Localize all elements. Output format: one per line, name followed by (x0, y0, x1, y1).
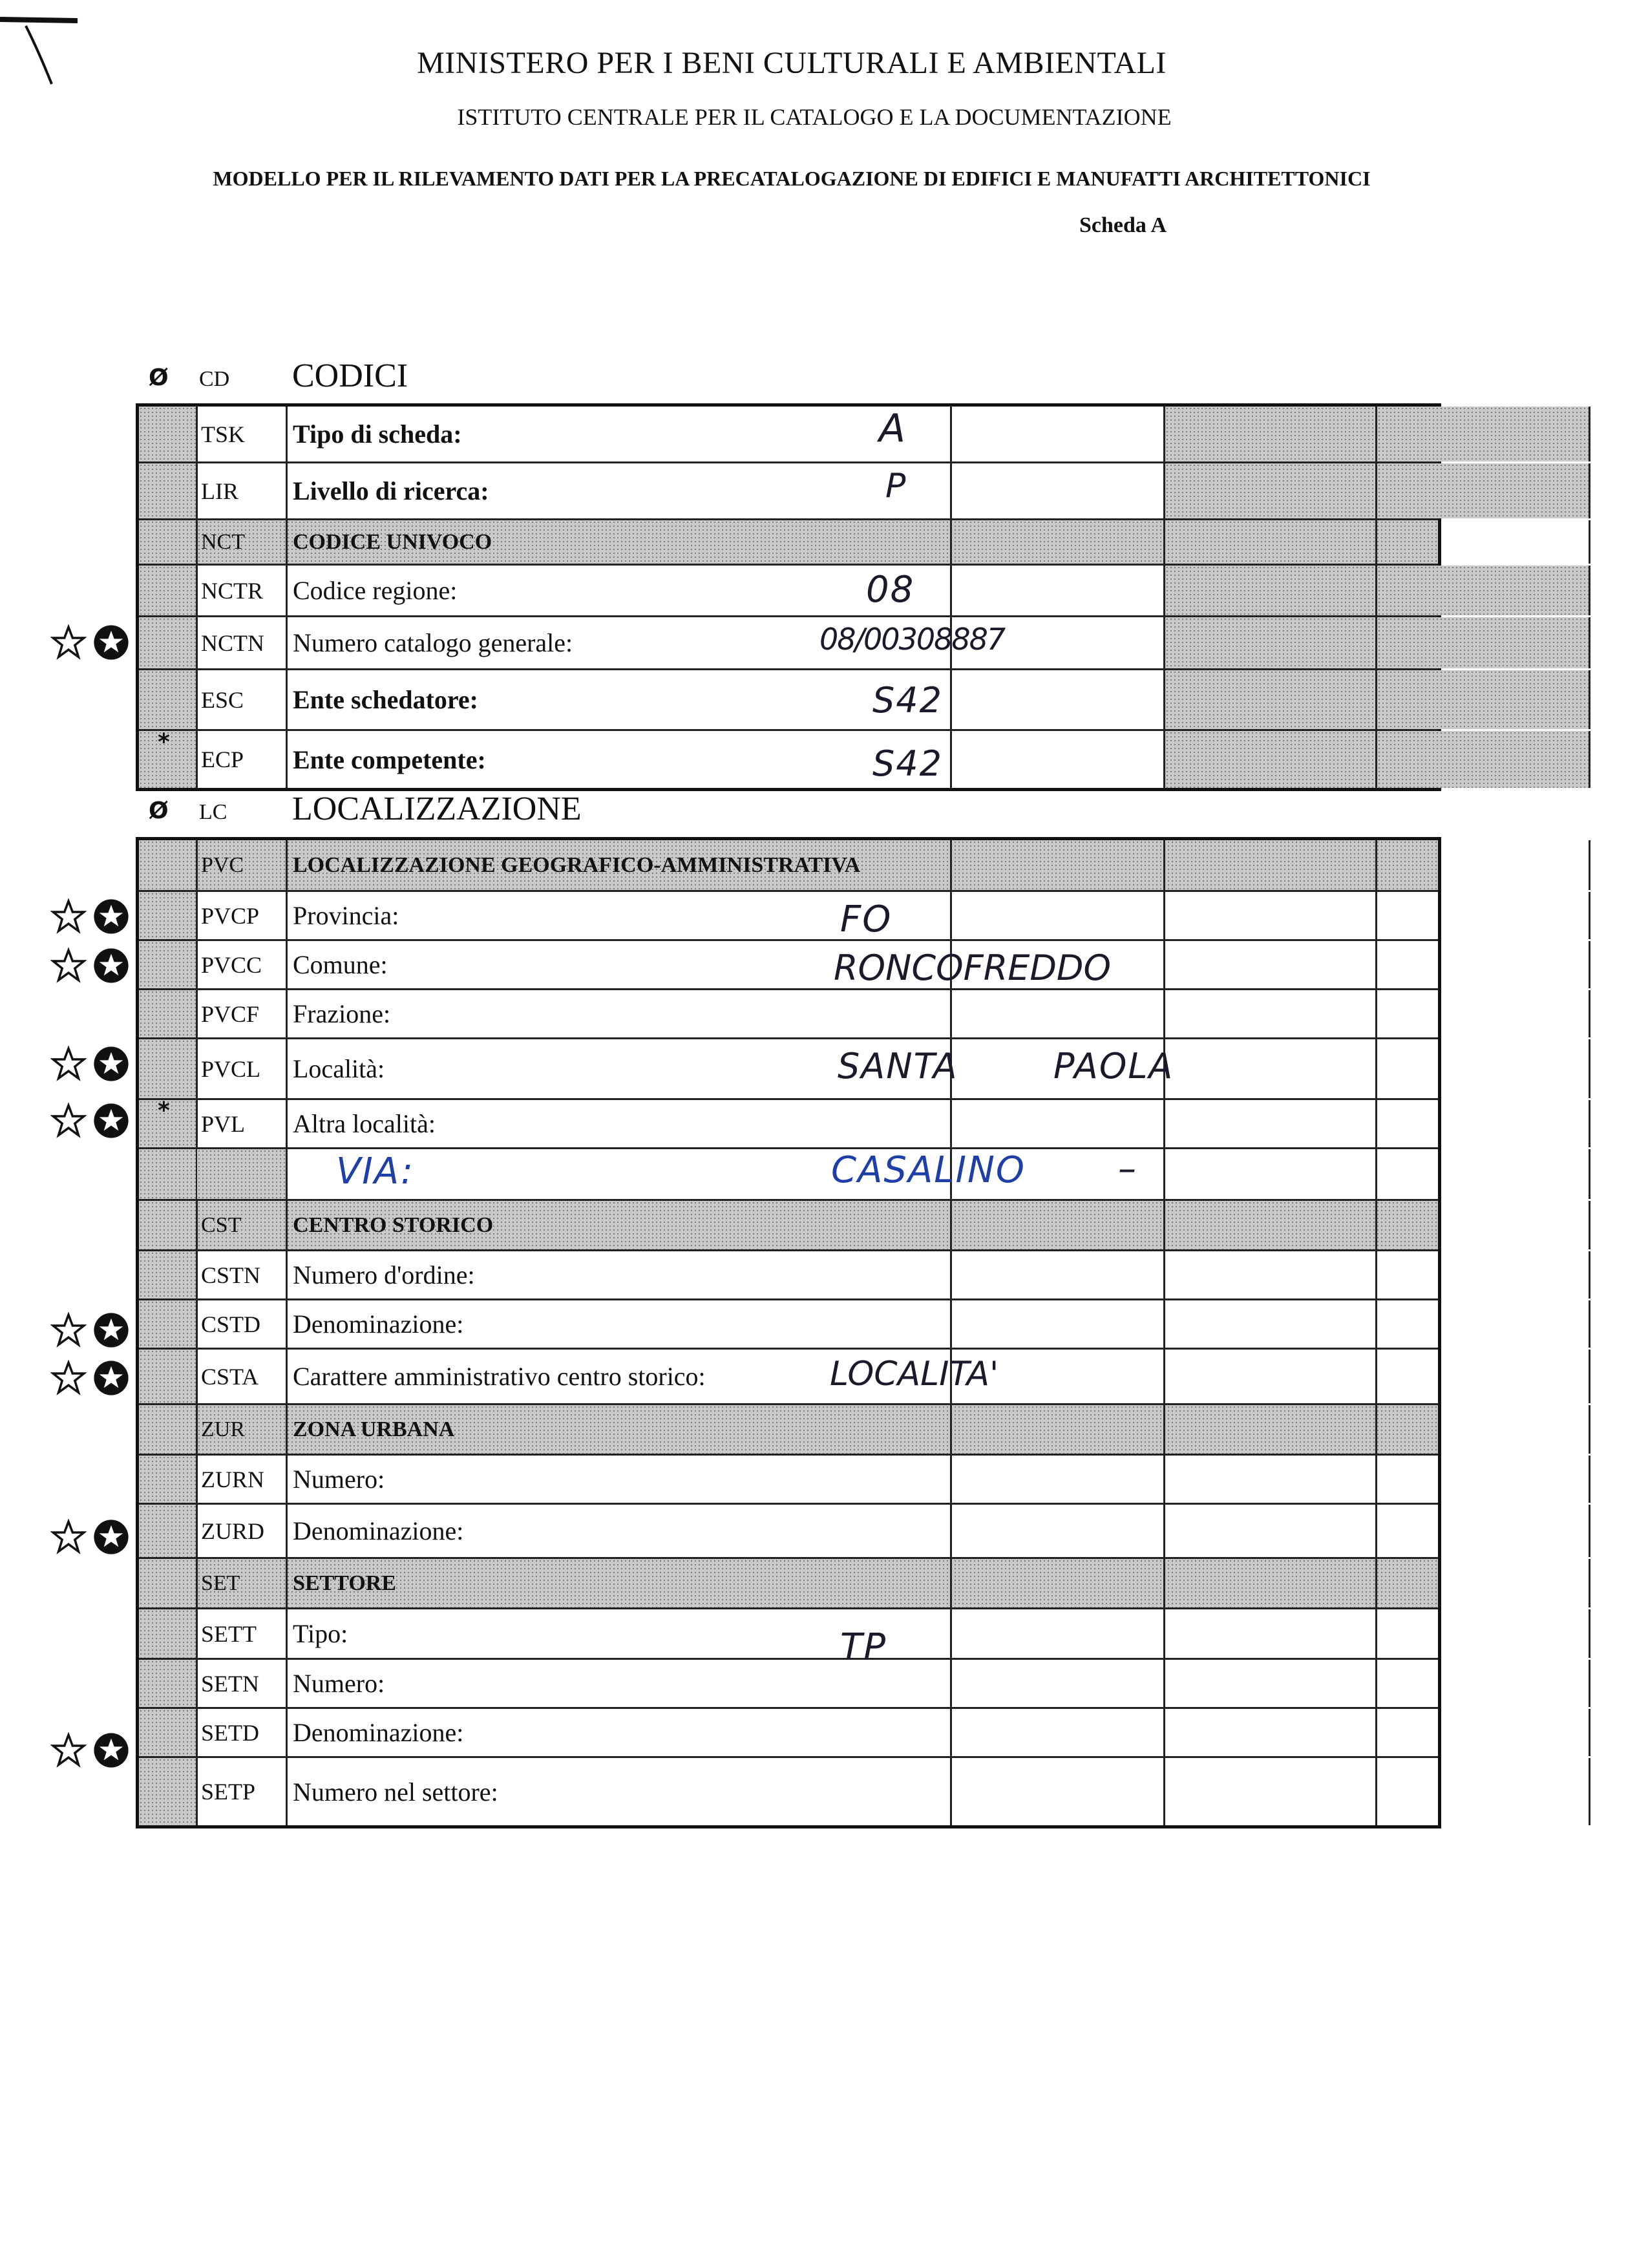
field-label: Numero d'ordine: (289, 1251, 952, 1298)
field-label: Comune: (289, 941, 952, 988)
value-cell[interactable] (1377, 1149, 1590, 1199)
star-circle-icon (93, 1312, 129, 1348)
field-code: NCTR (197, 566, 288, 615)
value-cell[interactable] (1165, 1149, 1377, 1199)
field-code: CSTA (197, 1350, 288, 1403)
field-label: Provincia: (289, 892, 952, 939)
table-row (139, 463, 1438, 520)
handwritten-value: 08 (866, 569, 915, 611)
value-cell[interactable] (1377, 1100, 1590, 1147)
star-circle-icon (93, 1519, 129, 1555)
field-label: Numero: (289, 1456, 952, 1503)
field-code: ZURN (197, 1456, 288, 1503)
handwritten-value: CASALINO (831, 1149, 1026, 1191)
value-cell[interactable] (1165, 1505, 1377, 1557)
field-label: Tipo di scheda: (289, 407, 952, 461)
value-cell[interactable] (1377, 1660, 1590, 1707)
field-code: SETN (197, 1660, 288, 1707)
handwritten-value: TP (840, 1626, 887, 1668)
field-label: Ente schedatore: (289, 670, 952, 729)
section-code: CD (199, 367, 230, 391)
value-cell[interactable] (1377, 1251, 1590, 1298)
table-row (139, 407, 1438, 463)
asterisk-mark: * (158, 1097, 170, 1124)
value-cell[interactable] (1165, 1300, 1377, 1348)
field-label: Numero catalogo generale: (289, 617, 952, 668)
table-row (139, 1505, 1438, 1559)
field-code: PVCL (197, 1039, 288, 1098)
table-row (139, 566, 1438, 617)
field-code: NCTN (197, 617, 288, 668)
handwritten-dash: – (1118, 1148, 1137, 1190)
value-cell[interactable] (953, 990, 1165, 1037)
value-cell[interactable] (1165, 1609, 1377, 1658)
field-label: Località: (289, 1039, 952, 1098)
star-circle-icon (93, 1732, 129, 1768)
handwritten-value: P (885, 467, 907, 505)
field-label: Denominazione: (289, 1300, 952, 1348)
star-outline-icon (50, 1732, 87, 1768)
value-cell[interactable] (1165, 1660, 1377, 1707)
empty-code-cell (197, 1149, 288, 1199)
value-cell[interactable] (1165, 990, 1377, 1037)
table-row (139, 1456, 1438, 1505)
value-cell[interactable] (953, 892, 1165, 939)
localizzazione-table (136, 837, 1441, 1828)
star-circle-icon (93, 624, 129, 661)
group-label: LOCALIZZAZIONE GEOGRAFICO-AMMINISTRATIVA (289, 840, 952, 890)
value-cell[interactable] (1377, 892, 1590, 939)
star-circle-icon (93, 1046, 129, 1082)
table-row (139, 1039, 1438, 1100)
value-cell[interactable] (1377, 1709, 1590, 1756)
table-row (139, 670, 1438, 731)
field-marker (50, 624, 129, 661)
value-cell[interactable] (1165, 1039, 1377, 1098)
field-marker (50, 1360, 129, 1396)
value-cell[interactable] (1377, 1350, 1590, 1403)
table-row (139, 1709, 1438, 1758)
field-label: Denominazione: (289, 1505, 952, 1557)
field-marker (50, 1732, 129, 1768)
star-circle-icon (93, 1103, 129, 1139)
value-cell[interactable] (1377, 1300, 1590, 1348)
value-cell[interactable] (953, 731, 1165, 788)
field-label: Altra località: (289, 1100, 952, 1147)
star-circle-icon (93, 1360, 129, 1396)
field-code: NCT (197, 520, 288, 564)
handwritten-value: SANTA (838, 1046, 958, 1086)
handwritten-value: A (879, 406, 907, 451)
field-marker (50, 1312, 129, 1348)
value-cell[interactable] (1165, 941, 1377, 988)
value-cell[interactable] (1165, 1758, 1377, 1825)
model-title: MODELLO PER IL RILEVAMENTO DATI PER LA PRECATALOGAZIONE DI EDIFICI E MANUFATTI ARCHITETTONICI (213, 167, 1371, 190)
value-cell[interactable] (1377, 1456, 1590, 1503)
value-cell[interactable] (1165, 1251, 1377, 1298)
field-label: Livello di ricerca: (289, 463, 952, 518)
field-label: Numero: (289, 1660, 952, 1707)
value-cell[interactable] (953, 407, 1165, 461)
section-name: LOCALIZZAZIONE (292, 790, 582, 827)
table-row (139, 1149, 1438, 1201)
value-cell[interactable] (953, 1456, 1165, 1503)
codici-table (136, 403, 1441, 791)
value-cell[interactable] (1377, 1609, 1590, 1658)
value-cell[interactable] (1165, 1709, 1377, 1756)
field-label: Frazione: (289, 990, 952, 1037)
group-label: CODICE UNIVOCO (289, 520, 952, 564)
star-outline-icon (50, 1046, 87, 1082)
field-code: TSK (197, 407, 288, 461)
value-cell[interactable] (1165, 892, 1377, 939)
star-outline-icon (50, 1312, 87, 1348)
institute-title: ISTITUTO CENTRALE PER IL CATALOGO E LA DOCUMENTAZIONE (457, 104, 1172, 130)
field-code: PVCF (197, 990, 288, 1037)
field-code: ECP (197, 731, 288, 788)
field-label: Codice regione: (289, 566, 952, 615)
table-row (139, 617, 1438, 670)
field-code: ZURD (197, 1505, 288, 1557)
handwritten-value: PAOLA (1053, 1046, 1174, 1086)
asterisk-mark: * (158, 729, 170, 756)
star-circle-icon (93, 948, 129, 984)
table-row (139, 990, 1438, 1039)
field-marker (50, 948, 129, 984)
star-circle-icon (93, 898, 129, 935)
empty-set-marker: Ø (149, 365, 169, 391)
value-cell[interactable] (953, 1251, 1165, 1298)
table-row (139, 1405, 1438, 1456)
table-row (139, 840, 1438, 892)
table-row (139, 1350, 1438, 1405)
table-row (139, 1559, 1438, 1609)
field-code: PVL (197, 1100, 288, 1147)
star-outline-icon (50, 1103, 87, 1139)
value-cell[interactable] (953, 566, 1165, 615)
field-code: SETP (197, 1758, 288, 1825)
group-label: ZONA URBANA (289, 1405, 952, 1454)
star-outline-icon (50, 1519, 87, 1555)
field-code: CSTN (197, 1251, 288, 1298)
star-outline-icon (50, 898, 87, 935)
handwritten-value: 08/00308887 (819, 622, 1005, 657)
value-cell[interactable] (1377, 1758, 1590, 1825)
value-cell[interactable] (953, 1709, 1165, 1756)
star-outline-icon (50, 624, 87, 661)
group-label: CENTRO STORICO (289, 1201, 952, 1249)
field-label: Tipo: (289, 1609, 952, 1658)
table-row (139, 1100, 1438, 1149)
value-cell[interactable] (953, 670, 1165, 729)
value-cell[interactable] (1377, 990, 1590, 1037)
handwritten-value: RONCOFREDDO (834, 948, 1111, 988)
field-code: PVC (197, 840, 288, 890)
value-cell[interactable] (1377, 1505, 1590, 1557)
ministry-title: MINISTERO PER I BENI CULTURALI E AMBIENTALI (417, 46, 1167, 80)
value-cell[interactable] (1165, 1100, 1377, 1147)
field-code: LIR (197, 463, 288, 518)
field-code: SETT (197, 1609, 288, 1658)
table-row (139, 1609, 1438, 1660)
group-label: SETTORE (289, 1559, 952, 1607)
value-cell[interactable] (1377, 1039, 1590, 1098)
field-code: CST (197, 1201, 288, 1249)
field-code: ZUR (197, 1405, 288, 1454)
field-marker (50, 1046, 129, 1082)
field-code: ESC (197, 670, 288, 729)
empty-set-marker: Ø (149, 798, 169, 824)
handwritten-value: FO (840, 898, 893, 940)
value-cell[interactable] (953, 1505, 1165, 1557)
value-cell[interactable] (1377, 941, 1590, 988)
table-row (139, 1201, 1438, 1251)
table-row (139, 1300, 1438, 1350)
table-row (139, 1660, 1438, 1709)
field-code: PVCC (197, 941, 288, 988)
handwritten-value: LOCALITA' (830, 1355, 999, 1394)
table-row (139, 941, 1438, 990)
handwritten-label: VIA: (336, 1150, 415, 1192)
field-label: Carattere amministrativo centro storico: (289, 1350, 952, 1403)
value-cell[interactable] (1165, 1456, 1377, 1503)
table-row (139, 1251, 1438, 1300)
section-name: CODICI (292, 357, 408, 394)
table-row (139, 892, 1438, 941)
field-code: SETD (197, 1709, 288, 1756)
field-marker (50, 1519, 129, 1555)
table-row (139, 731, 1438, 788)
field-code: SET (197, 1559, 288, 1607)
field-marker (50, 898, 129, 935)
value-cell[interactable] (1165, 1350, 1377, 1403)
table-row (139, 520, 1438, 566)
pen-mark-icon (0, 0, 90, 90)
field-code: CSTD (197, 1300, 288, 1348)
field-label: Denominazione: (289, 1709, 952, 1756)
value-cell[interactable] (953, 1758, 1165, 1825)
scheda-label: Scheda A (1079, 213, 1167, 237)
value-cell[interactable] (953, 463, 1165, 518)
field-marker (50, 1103, 129, 1139)
value-cell[interactable] (953, 1609, 1165, 1658)
value-cell[interactable] (953, 1100, 1165, 1147)
field-label: Numero nel settore: (289, 1758, 952, 1825)
star-outline-icon (50, 1360, 87, 1396)
value-cell[interactable] (953, 1660, 1165, 1707)
field-label: Ente competente: (289, 731, 952, 788)
handwritten-value: S42 (872, 680, 943, 721)
star-outline-icon (50, 948, 87, 984)
table-row (139, 1758, 1438, 1825)
value-cell[interactable] (953, 1300, 1165, 1348)
section-code: LC (199, 800, 227, 824)
field-code: PVCP (197, 892, 288, 939)
handwritten-value: S42 (872, 743, 943, 784)
